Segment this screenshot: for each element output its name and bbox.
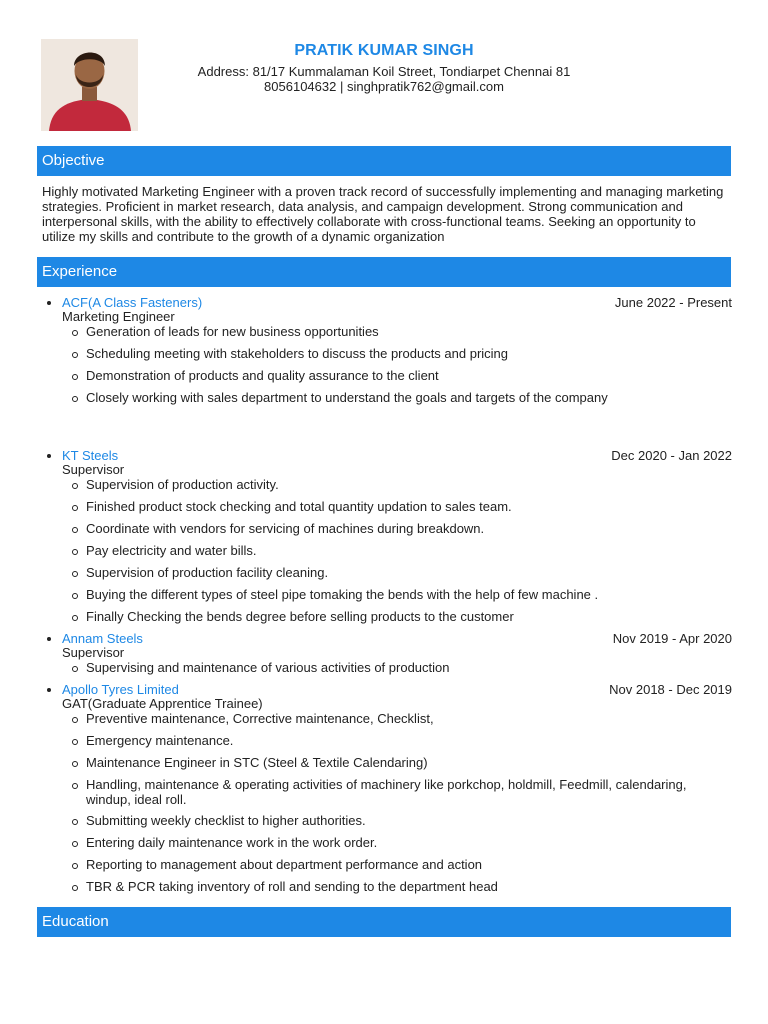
circle-bullet-icon: [72, 885, 78, 891]
duty-item: Coordinate with vendors for servicing of machines during breakdown.: [42, 521, 732, 543]
job-dates: Dec 2020 - Jan 2022: [611, 448, 732, 463]
company-name: ACF(A Class Fasteners): [62, 295, 203, 310]
duty-item: Buying the different types of steel pipe tomaking the bends with the help of few machine .: [42, 587, 732, 609]
duty-item: Entering daily maintenance work in the work order.: [42, 835, 732, 857]
duty-list: [42, 477, 732, 631]
duty-item: Reporting to management about department performance and action: [42, 857, 732, 879]
duty-item: Supervising and maintenance of various activities of production: [42, 660, 732, 682]
circle-bullet-icon: [72, 841, 78, 847]
objective-text: Highly motivated Marketing Engineer with a proven track record of successfully implementing and managing marketing strategies. Proficient in market research, data analysis, and campaign development. Strong communication and interpersonal skills, with the ability to effectively collaborate with cross-functional teams. Seeking an opportunity to utilize my skills and contribute to the growth of a dynamic organization: [42, 184, 724, 244]
job-bullet: [47, 637, 51, 641]
education-section-heading: Education: [37, 907, 731, 937]
job-entry: [42, 295, 732, 412]
circle-bullet-icon: [72, 666, 78, 672]
job-entry: [42, 682, 732, 901]
job-bullet: [47, 454, 51, 458]
job-bullet: [47, 688, 51, 692]
duty-item: Preventive maintenance, Corrective maintenance, Checklist,: [42, 711, 732, 733]
job-role: Marketing Engineer: [62, 309, 175, 324]
job-bullet: [47, 301, 51, 305]
company-name: KT Steels: [62, 448, 119, 463]
duty-item: Maintenance Engineer in STC (Steel & Textile Calendaring): [42, 755, 732, 777]
job-dates: June 2022 - Present: [614, 295, 732, 310]
contact-line: 8056104632 | singhpratik762@gmail.com: [264, 79, 504, 94]
circle-bullet-icon: [72, 374, 78, 380]
job-dates: Nov 2018 - Dec 2019: [609, 682, 732, 697]
duty-item: Pay electricity and water bills.: [42, 543, 732, 565]
company-name: Apollo Tyres Limited: [62, 682, 179, 697]
job-dates: Nov 2019 - Apr 2020: [612, 631, 732, 646]
circle-bullet-icon: [72, 505, 78, 511]
duty-item: Scheduling meeting with stakeholders to discuss the products and pricing: [42, 346, 732, 368]
duty-item: Finally Checking the bends degree before selling products to the customer: [42, 609, 732, 631]
duty-item: TBR & PCR taking inventory of roll and sending to the department head: [42, 879, 732, 901]
circle-bullet-icon: [72, 863, 78, 869]
duty-item: Submitting weekly checklist to higher authorities.: [42, 813, 732, 835]
circle-bullet-icon: [72, 352, 78, 358]
circle-bullet-icon: [72, 783, 78, 789]
company-name: Annam Steels: [62, 631, 143, 646]
duty-item: Demonstration of products and quality assurance to the client: [42, 368, 732, 390]
candidate-name: PRATIK KUMAR SINGH: [294, 42, 474, 59]
duty-item: Finished product stock checking and total quantity updation to sales team.: [42, 499, 732, 521]
circle-bullet-icon: [72, 615, 78, 621]
experience-section-heading: Experience: [37, 257, 731, 287]
job-role: Supervisor: [62, 462, 125, 477]
circle-bullet-icon: [72, 717, 78, 723]
circle-bullet-icon: [72, 593, 78, 599]
circle-bullet-icon: [72, 739, 78, 745]
duty-item: Closely working with sales department to understand the goals and targets of the company: [42, 390, 732, 412]
circle-bullet-icon: [72, 571, 78, 577]
circle-bullet-icon: [72, 527, 78, 533]
duty-list: [42, 324, 732, 412]
circle-bullet-icon: [72, 549, 78, 555]
job-entry: [42, 448, 732, 631]
duty-item: Supervision of production activity.: [42, 477, 732, 499]
circle-bullet-icon: [72, 819, 78, 825]
duty-list: [42, 711, 732, 901]
duty-item: Supervision of production facility cleaning.: [42, 565, 732, 587]
duty-item: Emergency maintenance.: [42, 733, 732, 755]
circle-bullet-icon: [72, 761, 78, 767]
circle-bullet-icon: [72, 330, 78, 336]
duty-item: Handling, maintenance & operating activities of machinery like porkchop, holdmill, Feedmill, calendaring, windup, ideal roll.: [42, 777, 732, 813]
job-role: GAT(Graduate Apprentice Trainee): [62, 696, 263, 711]
job-role: Supervisor: [62, 645, 125, 660]
job-entry: [42, 631, 732, 682]
address-line: Address: 81/17 Kummalaman Koil Street, Tondiarpet Chennai 81: [197, 64, 571, 79]
circle-bullet-icon: [72, 483, 78, 489]
circle-bullet-icon: [72, 396, 78, 402]
duty-item: Generation of leads for new business opportunities: [42, 324, 732, 346]
objective-section-heading: Objective: [37, 146, 731, 176]
duty-list: [42, 660, 732, 682]
